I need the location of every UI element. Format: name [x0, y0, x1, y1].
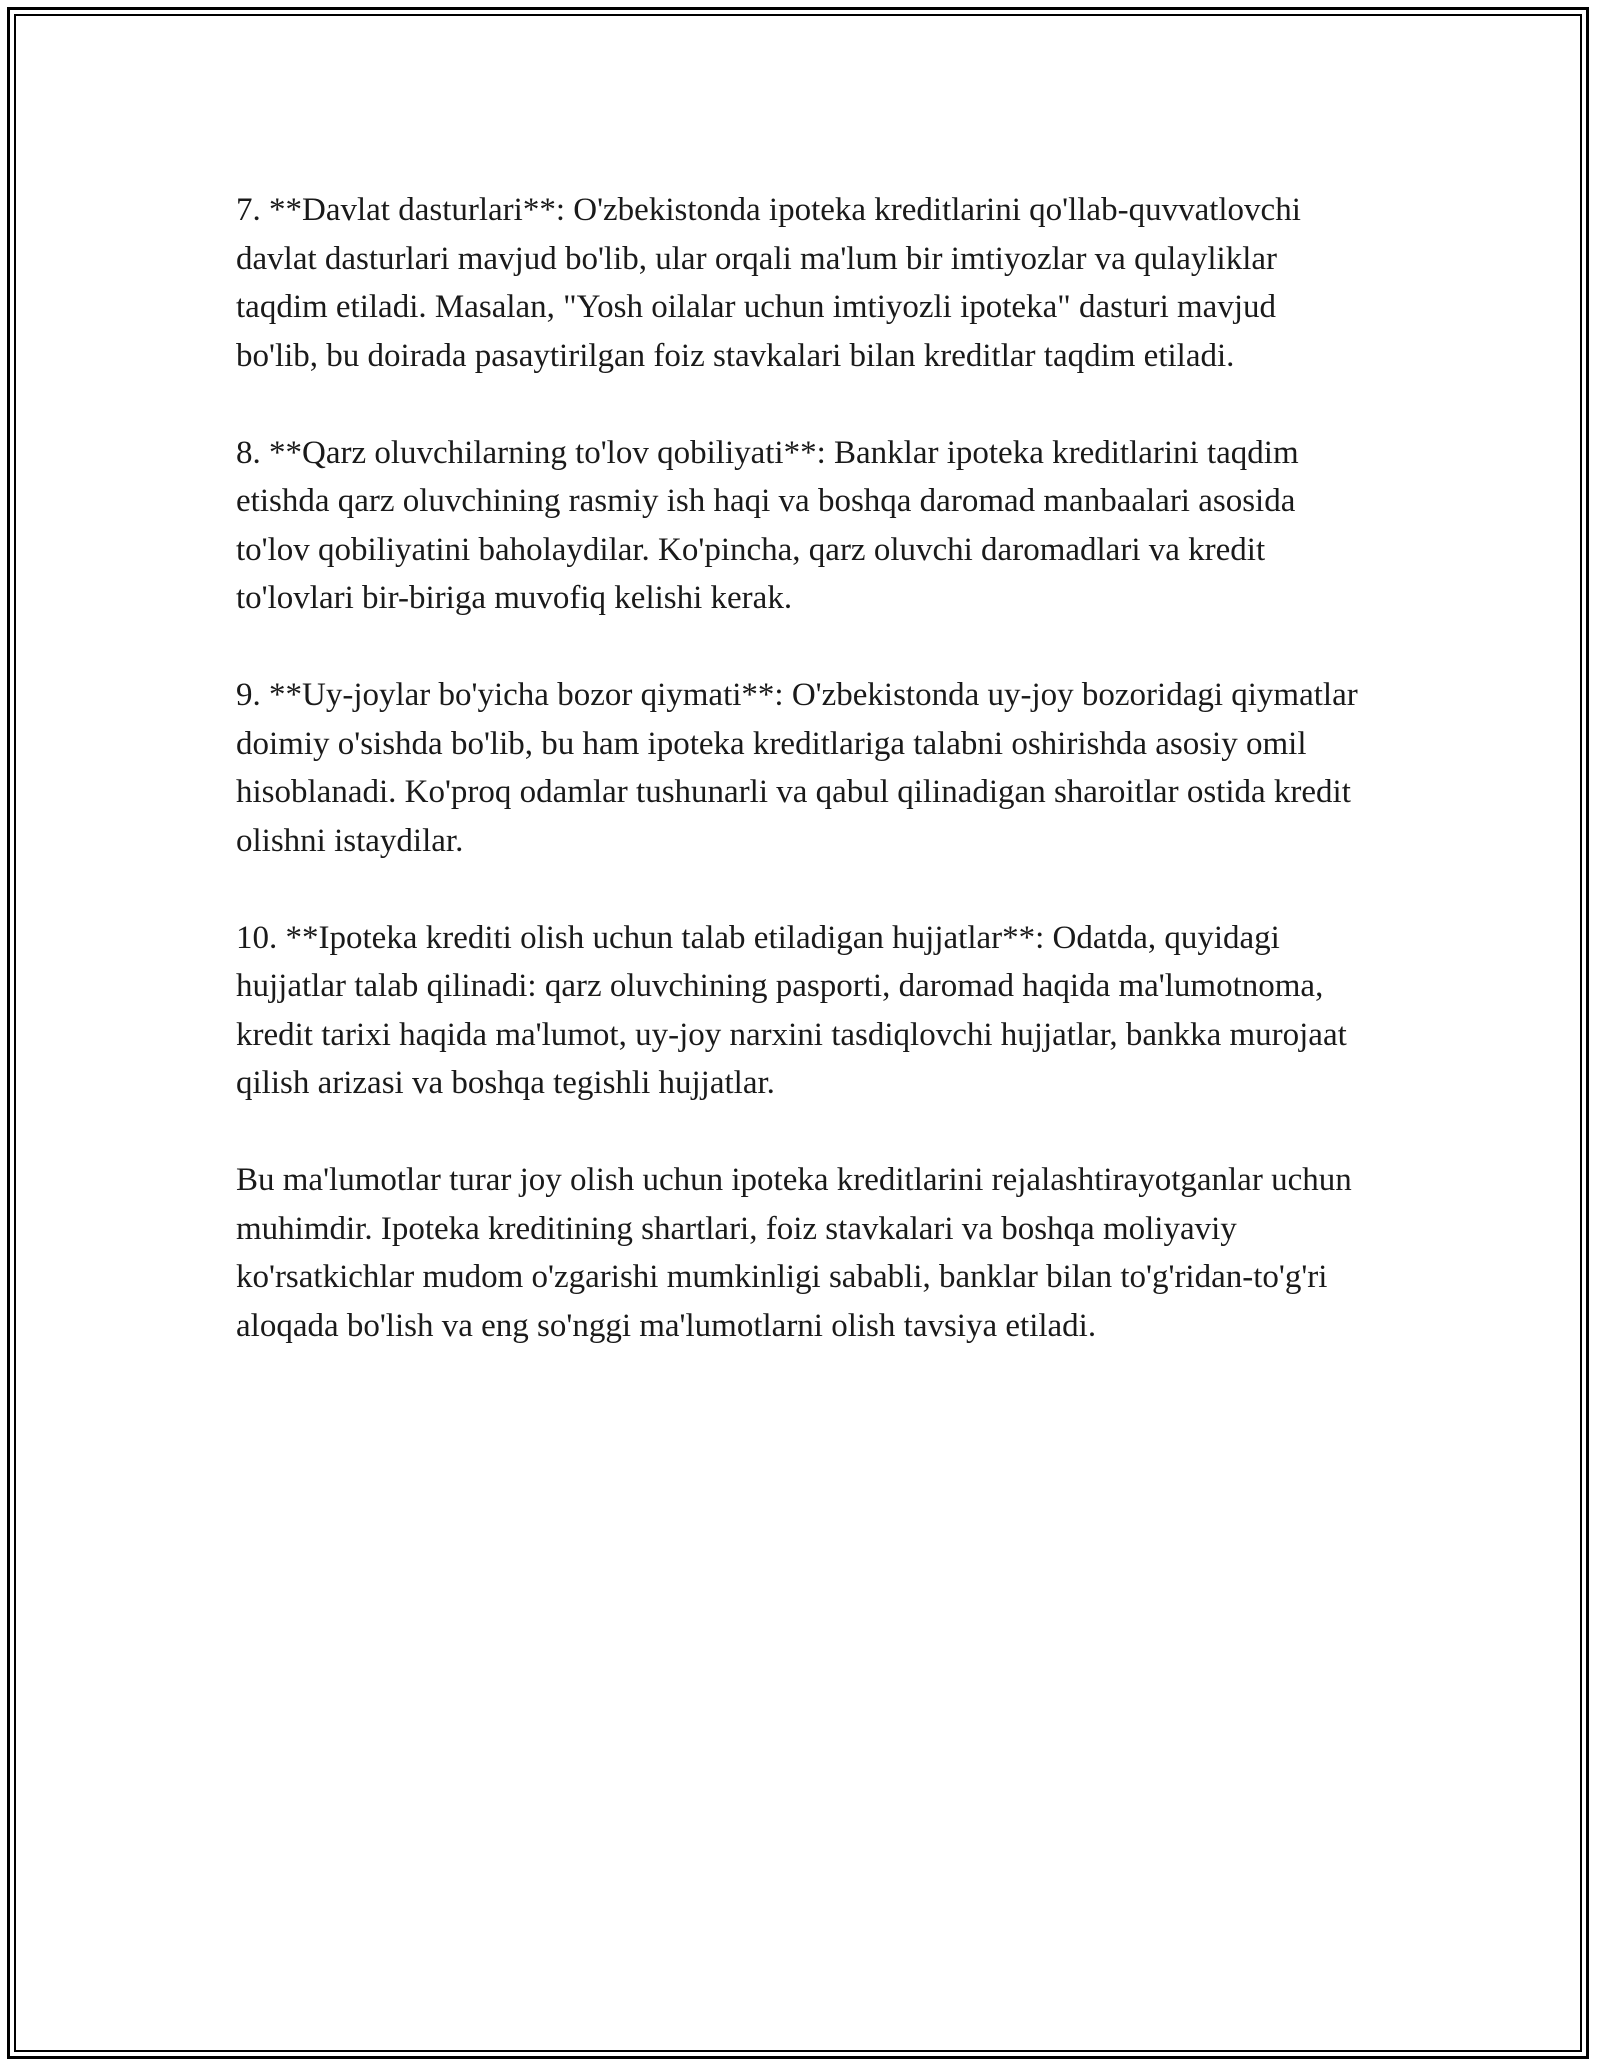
paragraph-tolov-qobiliyati: 8. **Qarz oluvchilarning to'lov qobiliyati**: Banklar ipoteka kreditlarini taqdim etishda qarz oluvchining rasmiy ish haqi va boshqa daromad manbaalari asosida to'lov qobiliyatini baholaydilar. Ko'pincha, qarz oluvchi daromadlari va kredit to'lovlari bir-biriga muvofiq kelishi kerak.	[236, 434, 1299, 616]
document-body	[236, 186, 1366, 1399]
paragraph-davlat-dasturlari: 7. **Davlat dasturlari**: O'zbekistonda ipoteka kreditlarini qo'llab-quvvatlovchi davlat dasturlari mavjud bo'lib, ular orqali ma'lum bir imtiyozlar va qulayliklar taqdim etiladi. Masalan, "Yosh oilalar uchun imtiyozli ipoteka" dasturi mavjud bo'lib, bu doirada pasaytirilgan foiz stavkalari bilan kreditlar taqdim etiladi.	[236, 192, 1301, 374]
paragraph-conclusion: Bu ma'lumotlar turar joy olish uchun ipoteka kreditlarini rejalashtirayotganlar uchun muhimdir. Ipoteka kreditining shartlari, foiz stavkalari va boshqa moliyaviy ko'rsatkichlar mudom o'zgarishi mumkinligi sababli, banklar bilan to'g'ridan-to'g'ri aloqada bo'lish va eng so'nggi ma'lumotlarni olish tavsiya etiladi.	[236, 1162, 1352, 1344]
paragraph-bozor-qiymati: 9. **Uy-joylar bo'yicha bozor qiymati**: O'zbekistonda uy-joy bozoridagi qiymatlar doimiy o'sishda bo'lib, bu ham ipoteka kreditlariga talabni oshirishda asosiy omil hisoblanadi. Ko'proq odamlar tushunarli va qabul qilinadigan sharoitlar ostida kredit olishni istaydilar.	[236, 677, 1358, 859]
paragraph-hujjatlar: 10. **Ipoteka krediti olish uchun talab etiladigan hujjatlar**: Odatda, quyidagi hujjatlar talab qilinadi: qarz oluvchining pasporti, daromad haqida ma'lumotnoma, kredit tarixi haqida ma'lumot, uy-joy narxini tasdiqlovchi hujjatlar, bankka murojaat qilish arizasi va boshqa tegishli hujjatlar.	[236, 919, 1347, 1101]
